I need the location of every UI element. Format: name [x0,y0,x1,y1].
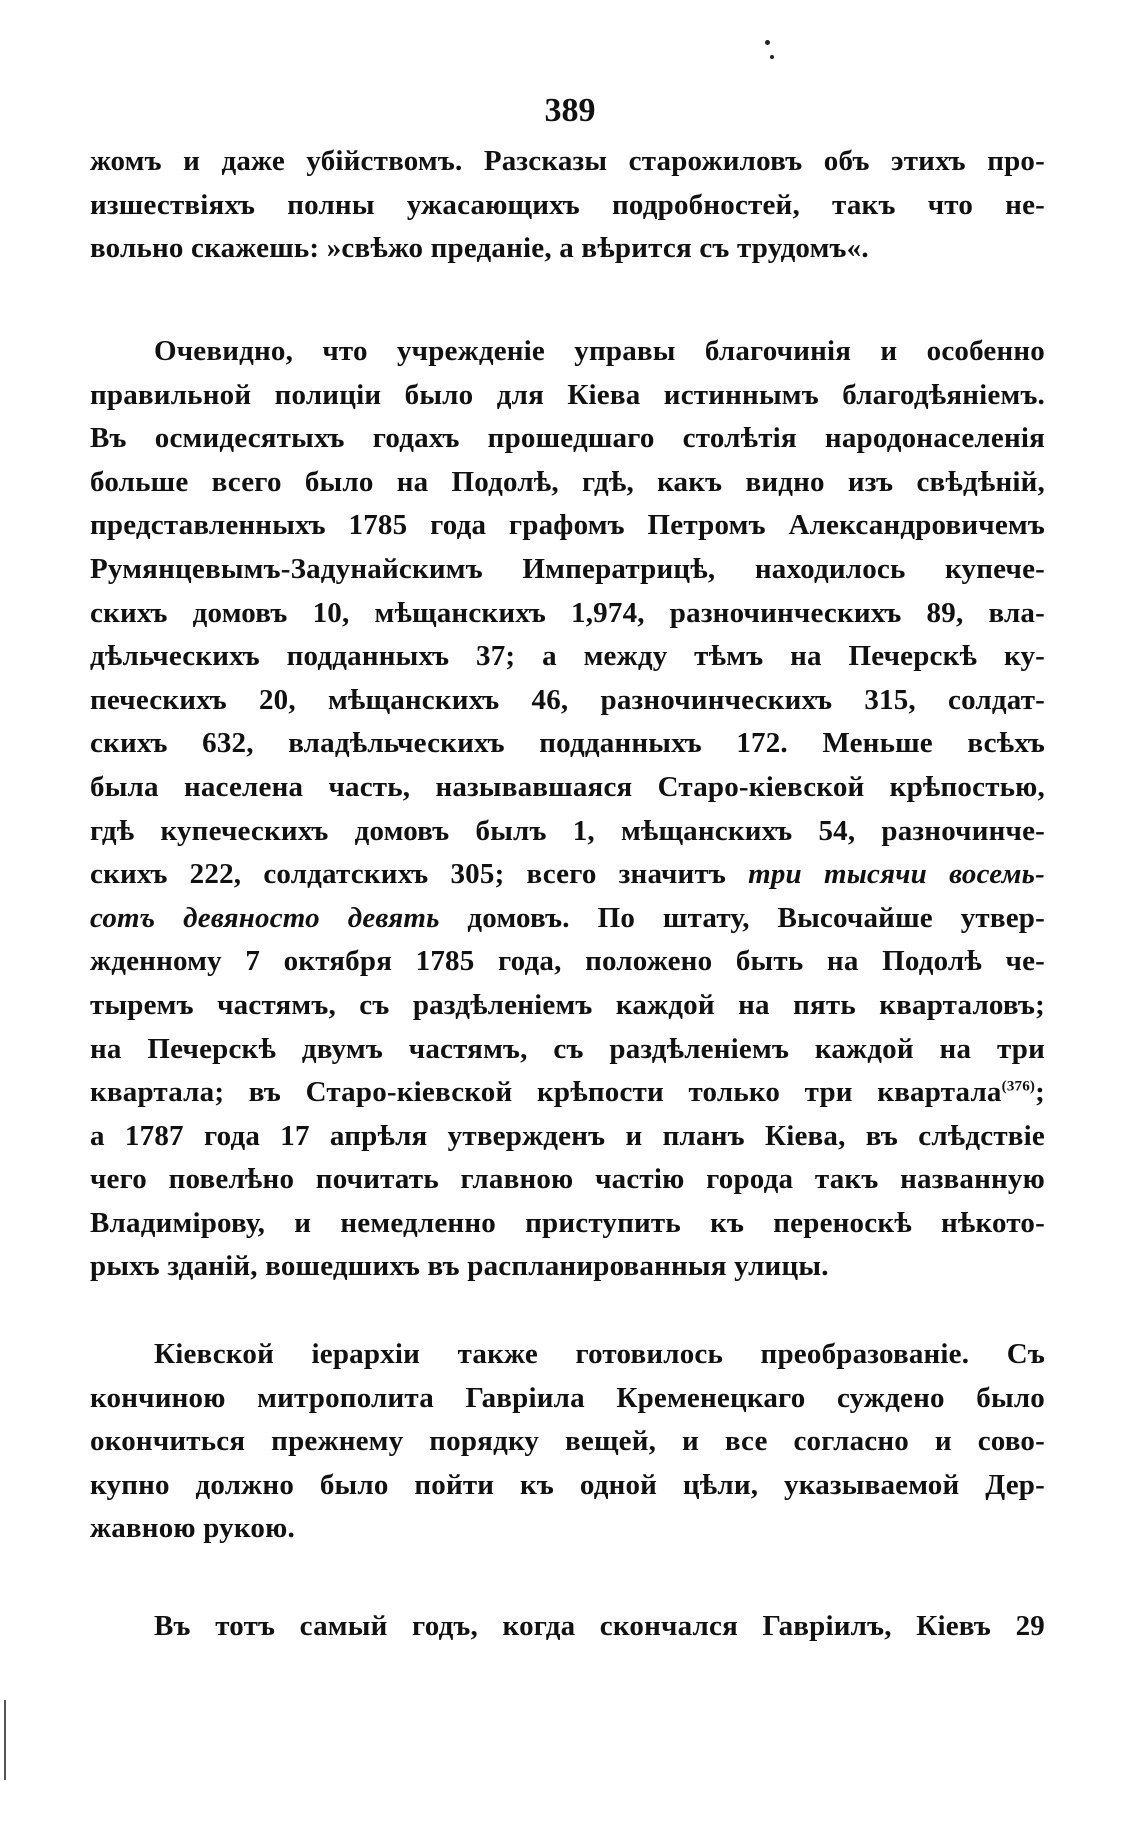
text-line: чего повелѣно почитать главною частію города такъ названную [90,1163,1045,1196]
page-number: 389 [544,92,596,129]
text-line [90,897,1045,941]
text-line: Въ тотъ самый годъ, когда скончался Гавріилъ, Кіевъ 29 [154,1610,1045,1642]
text-line: Владимірову, и немедленно приступить къ переноскѣ нѣкото- [90,1206,1045,1239]
text-line: правильной полиціи было для Кіева истиннымъ благодѣяніемъ. [90,378,1045,411]
text-line: скихъ 632, владѣльческихъ подданныхъ 172. Меньше всѣхъ [90,727,1045,760]
paragraph-4 [90,1605,1045,1649]
text-line: Въ осмидесятыхъ годахъ прошедшаго столѣтія народонаселенія [90,422,1045,455]
text-segment: квартала; въ Старо-кіевской крѣпости только три квартала [90,1076,1002,1109]
text-line: тыремъ частямъ, съ раздѣленіемъ каждой на пять кварталовъ; [90,988,1045,1021]
text-line: была населена часть, называвшаяся Старо-кіевской крѣпостью, [90,770,1045,803]
text-line: Кіевской іерархіи также готовилось преобразованіе. Съ [154,1338,1045,1370]
text-line [90,853,1045,897]
paragraph-1 [90,140,1045,271]
text-line: больше всего было на Подолѣ, гдѣ, какъ видно изъ свѣдѣній, [90,465,1045,498]
italic-text: сотъ девяносто девять [90,901,440,934]
text-line: Румянцевымъ-Задунайскимъ Императрицѣ, находилось купече- [90,552,1045,585]
text-line: на Печерскѣ двумъ частямъ, съ раздѣленіемъ каждой на три [90,1032,1045,1065]
italic-text: три тысячи восемь- [748,858,1045,891]
text-line: а 1787 года 17 апрѣля утвержденъ и планъ Кіева, въ слѣдствіе [90,1119,1045,1152]
text-line: купно должно было пойти къ одной цѣли, указываемой Дер- [90,1468,1045,1501]
text-line: скихъ домовъ 10, мѣщанскихъ 1,974, разночинческихъ 89, вла- [90,596,1045,629]
text-line: гдѣ купеческихъ домовъ былъ 1, мѣщанскихъ 54, разночинче- [90,814,1045,847]
text-line: вольно скажешь: »свѣжо преданіе, а вѣрится съ трудомъ«. [90,232,869,265]
text-line: изшествіяхъ полны ужасающихъ подробностей, такъ что не- [90,188,1045,221]
text-segment: домовъ. По штату, Высочайше утвер- [439,901,1045,934]
text-line: представленныхъ 1785 года графомъ Петромъ Александровичемъ [90,509,1045,542]
text-line: жденному 7 октября 1785 года, положено быть на Подолѣ че- [90,945,1045,978]
text-line: печескихъ 20, мѣщанскихъ 46, разночинческихъ 315, солдат- [90,683,1045,716]
scan-speck [765,40,770,45]
text-line: кончиною митрополита Гавріила Кременецкаго суждено было [90,1381,1045,1414]
paragraph-2 [90,330,1045,1289]
text-segment: скихъ 222, солдатскихъ 305; всего значитъ [90,858,749,891]
text-line: рыхъ зданій, вошедшихъ въ распланированныя улицы. [90,1250,829,1283]
text-line: окончиться прежнему порядку вещей, и все согласно и сово- [90,1425,1045,1458]
text-line: жавною рукою. [90,1512,295,1545]
text-line: жомъ и даже убійствомъ. Разсказы старожиловъ объ этихъ про- [90,145,1045,177]
footnote-reference: (376) [1001,1078,1036,1095]
scan-speck [770,55,774,59]
scan-edge-mark [4,1700,6,1780]
paragraph-3 [90,1333,1045,1551]
text-line [90,1071,1045,1115]
text-segment: ; [1035,1076,1045,1109]
text-line: Очевидно, что учрежденіе управы благочинія и особенно [154,335,1045,367]
text-line: дѣльческихъ подданныхъ 37; а между тѣмъ на Печерскѣ ку- [90,640,1045,673]
